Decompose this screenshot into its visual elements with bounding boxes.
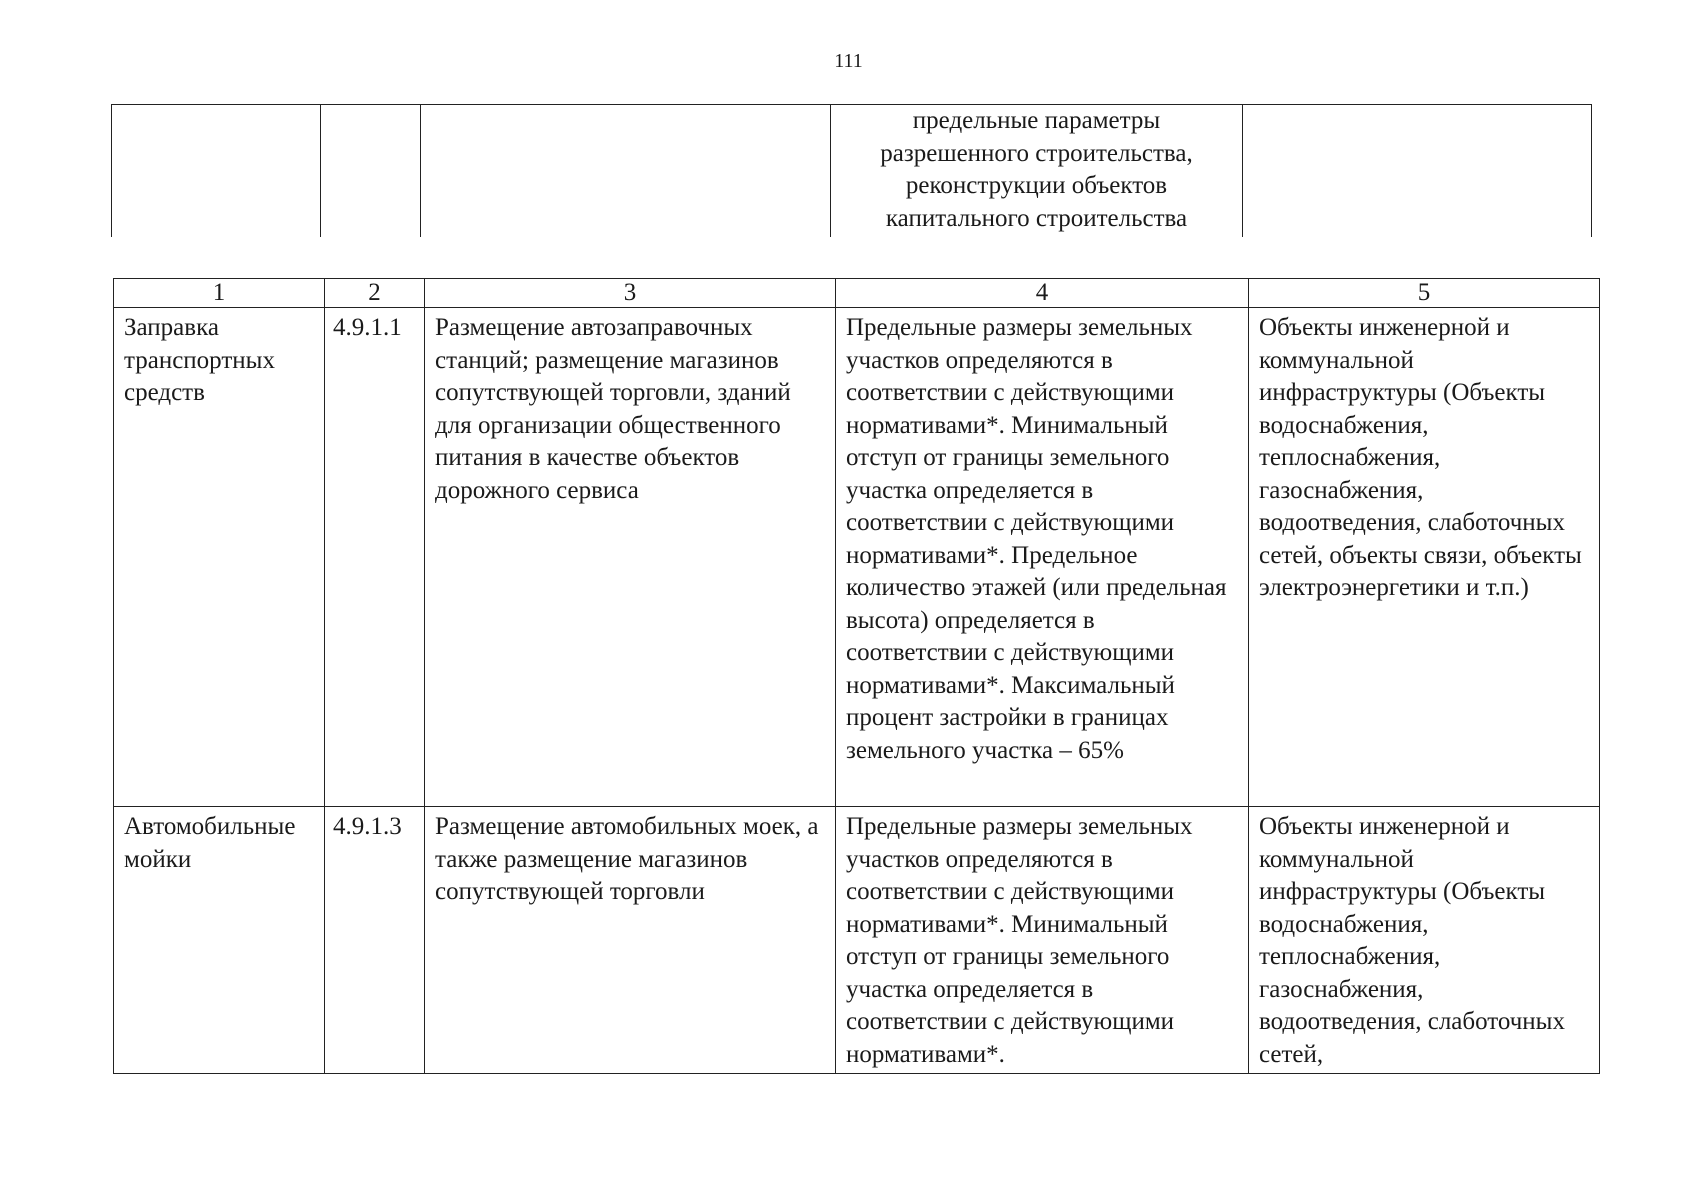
use-name-cell: Автомобильные мойки (114, 807, 325, 1074)
auxiliary-uses-cell: Объекты инженерной и коммунальной инфраструктуры (Объекты водоснабжения, теплоснабжения, газоснабжения, водоотведения, слаботочных сетей, (1249, 807, 1600, 1074)
main-table (113, 278, 1600, 1074)
use-description-cell: Размещение автомобильных моек, а также размещение магазинов сопутствующей торговли (425, 807, 836, 1074)
column-header: 1 (114, 279, 325, 308)
parameters-cell: Предельные размеры земельных участков определяются в соответствии с действующими нормативами*. Минимальный отступ от границы земельного участка определяется в соответствии с действующими нормативами*. Предельное количество этажей (или предельная высота) определяется в соответствии с действующими нормативами*. Максимальный процент застройки в границах земельного участка – 65% (836, 308, 1249, 807)
continuation-cell-1 (112, 105, 321, 238)
continuation-cell-5 (1243, 105, 1592, 238)
auxiliary-uses-cell: Объекты инженерной и коммунальной инфраструктуры (Объекты водоснабжения, теплоснабжения, газоснабжения, водоотведения, слаботочных сетей, объекты связи, объекты электроэнергетики и т.п.) (1249, 308, 1600, 807)
column-header: 2 (325, 279, 425, 308)
column-header: 5 (1249, 279, 1600, 308)
use-description-cell: Размещение автозаправочных станций; размещение магазинов сопутствующей торговли, зданий для организации общественного питания в качестве объектов дорожного сервиса (425, 308, 836, 807)
use-code-cell: 4.9.1.1 (325, 308, 425, 807)
continuation-table (111, 104, 1592, 237)
column-header: 3 (425, 279, 836, 308)
table-row (114, 308, 1600, 807)
page-number: 111 (834, 50, 863, 72)
table-row (114, 807, 1600, 1074)
use-code-cell: 4.9.1.3 (325, 807, 425, 1074)
table-header-row (114, 279, 1600, 308)
continuation-cell-4: предельные параметры разрешенного строительства, реконструкции объектов капитального строительства (831, 105, 1243, 238)
use-name-cell: Заправка транспортных средств (114, 308, 325, 807)
continuation-cell-2 (321, 105, 421, 238)
column-header: 4 (836, 279, 1249, 308)
parameters-cell: Предельные размеры земельных участков определяются в соответствии с действующими нормативами*. Минимальный отступ от границы земельного участка определяется в соответствии с действующими нормативами*. (836, 807, 1249, 1074)
continuation-row (112, 105, 1592, 238)
continuation-cell-3 (421, 105, 831, 238)
